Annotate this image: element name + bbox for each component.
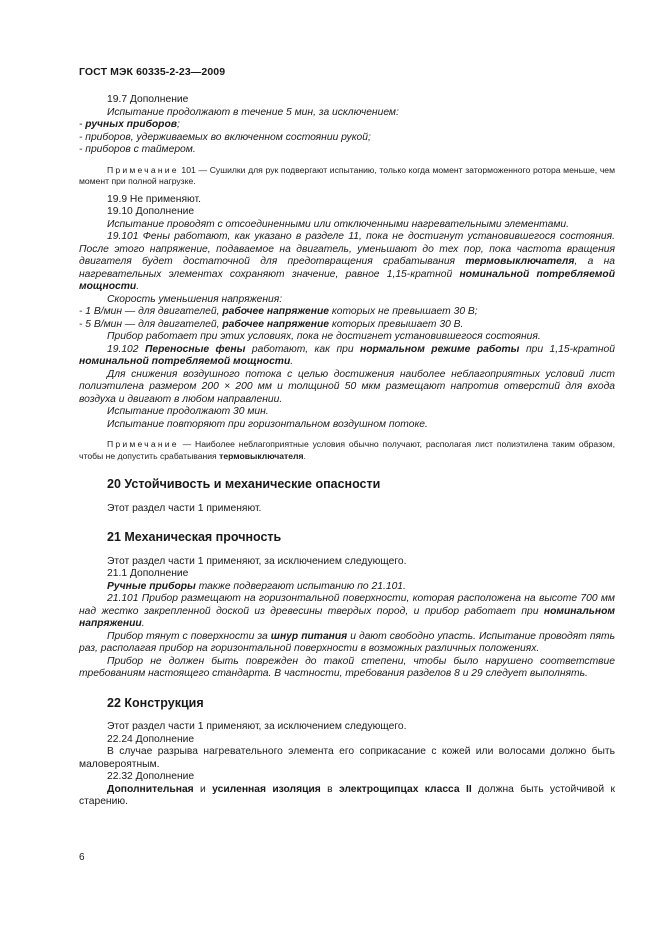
term-supplementary-insulation: Дополнительная [107,783,194,795]
text-part: , а на нагревательных элементах сохраняют значение, равное 1,15-кратной [79,256,615,280]
clause-19-9: 19.9 Не применяют. [107,193,201,205]
clause-21-1-number: 21.1 Дополнение [107,568,189,579]
clause-22-24-number: 22.24 Дополнение [107,733,195,745]
clause-19-102-p3: Испытание продолжают 30 мин. [107,406,269,417]
term-thermal-cutout: термовыключателя [219,450,304,461]
section-20-heading: 20 Устойчивость и механические опасности [107,477,381,491]
punct: ; [176,119,180,130]
clause-21-101-p2 [79,631,615,656]
text-part: - 5 В/мин — для двигателей, [79,318,223,330]
section-20-text: Этот раздел части 1 применяют. [107,502,262,514]
note-label: Примечание [107,439,179,449]
clause-19-102-p2: Для снижения воздушного потока с целью достижения наиболее неблагоприятных условий лист полиэтилена размером 200 × 200 мм и толщиной 50 мкм размещают напротив отверстий для входа воздуха и двигают в любом направлении. [79,368,615,405]
clause-19-7-line-3: - приборов, удерживаемых во включенном состоянии рукой; [79,131,371,143]
text-part: работают, как при [245,343,361,355]
clause-19-7-line-4: - приборов с таймером. [79,144,196,155]
text-part: Прибор тянут с поверхности за [107,630,271,642]
clause-21-1-text [79,581,615,594]
text-part: которых превышает 30 В. [329,318,464,330]
text-part: . [141,618,145,629]
document-body [79,94,615,809]
term-rated-voltage: номинальном напряжении [79,605,615,629]
term-working-voltage: рабочее напряжение [222,306,329,317]
clause-19-101-rate-1 [79,306,615,319]
note-text: — Наиболее неблагоприятные условия обычно получают, располагая лист полиэтилена таким образом, чтобы не допустить срабатывания [79,439,615,461]
document-header: ГОСТ МЭК 60335-2-23—2009 [79,66,226,78]
clause-19-10-number: 19.10 Дополнение [107,206,195,217]
clause-22-32-text [79,784,615,809]
text-part: . [290,356,294,367]
page-number: 6 [79,852,85,863]
term-hand-devices: Ручные приборы [107,580,196,592]
note-101 [79,165,615,188]
term-rated-power-input: номинальной потребляемой мощности [79,356,291,367]
clause-19-7-line-2 [79,119,615,132]
clause-19-102-p4: Испытание повторяют при горизонтальном воздушном потоке. [107,418,428,430]
term-class-ii-tongs: электрощипцах класса II [338,783,472,795]
text-part: 19.101 Фены работают, как указано в разделе 11, пока не достигнут установившегося состояния. После этого напряжение, подаваемое на двигатель, уменьшают до тех пор, пока частота вращения двигателя будет достаточной для предотвращения срабатывания [79,231,615,267]
clause-19-101 [79,231,615,294]
section-22-heading: 22 Конструкция [107,695,204,710]
text-part: и дают свободно упасть. Испытание проводят пять раз, располагая прибор на горизонтальной поверхности в возможных различных положениях. [79,630,615,654]
term-normal-operation: нормальном режиме работы [360,343,520,355]
text-part: и [193,783,213,795]
clause-19-101-final: Прибор работает при этих условиях, пока не достигнет установившегося состояния. [107,331,541,342]
clause-19-7-line-1: Испытание продолжают в течение 5 мин, за исключением: [107,106,399,118]
clause-19-7-number: 19.7 Дополнение [107,94,189,105]
text-part: также подвергают испытанию по 21.101. [195,580,406,592]
text-part: должна быть устойчивой к старению. [79,783,615,807]
note-2 [79,439,615,462]
text-part: в [320,783,339,795]
term-rated-power-input: номинальной потребляемой мощности [79,268,615,292]
term-reinforced-insulation: усиленная изоляция [212,783,321,795]
note-label: Примечание [107,164,179,175]
term-supply-cord: шнур питания [270,630,348,642]
section-22-intro: Этот раздел части 1 применяют, за исключением следующего. [107,721,407,732]
clause-22-32-number: 22.32 Дополнение [107,771,195,782]
note-text: . [303,450,306,461]
section-21-heading: 21 Механическая прочность [107,530,282,544]
text-part: - 1 В/мин — для двигателей, [79,306,223,317]
dash: - [79,119,86,130]
clause-22-24-text: В случае разрыва нагревательного элемента его соприкасание с кожей или волосами должно быть маловероятным. [79,746,615,770]
term-portable-dryers: Переносные фены [144,343,246,355]
clause-19-101-speed: Скорость уменьшения напряжения: [107,293,283,305]
clause-19-101-rate-2 [79,319,615,332]
text-part: которых не превышает 30 В; [329,306,478,317]
term-thermal-cutout: термовыключателя [465,256,575,267]
text-part: 21.101 Прибор размещают на горизонтальной поверхности, которая расположена на высоте 700 мм над жестко закрепленной доской из древесины твердых пород, и прибор работает при [79,593,615,617]
section-21-intro: Этот раздел части 1 применяют, за исключением следующего. [107,555,407,567]
term-hand-devices: ручных приборов [85,119,177,130]
text-part: . [136,281,140,292]
clause-21-101-p3: Прибор не должен быть поврежден до такой степени, чтобы было нарушено соответствие требованиям настоящего стандарта. В частности, требования разделов 8 и 29 следует выполнять. [79,655,615,679]
clause-19-102 [79,344,615,369]
text-part: 19.102 [107,343,145,355]
text-part: при 1,15-кратной [519,343,616,355]
term-working-voltage: рабочее напряжение [222,318,329,330]
clause-21-101 [79,593,615,631]
note-text: 101 — Сушилки для рук подвергают испытанию, только когда момент заторможенного ротора меньше, чем момент при полной нагрузке. [79,164,615,186]
clause-19-10-text: Испытание проводят с отсоединенными или отключенными нагревательными элементами. [107,218,570,230]
